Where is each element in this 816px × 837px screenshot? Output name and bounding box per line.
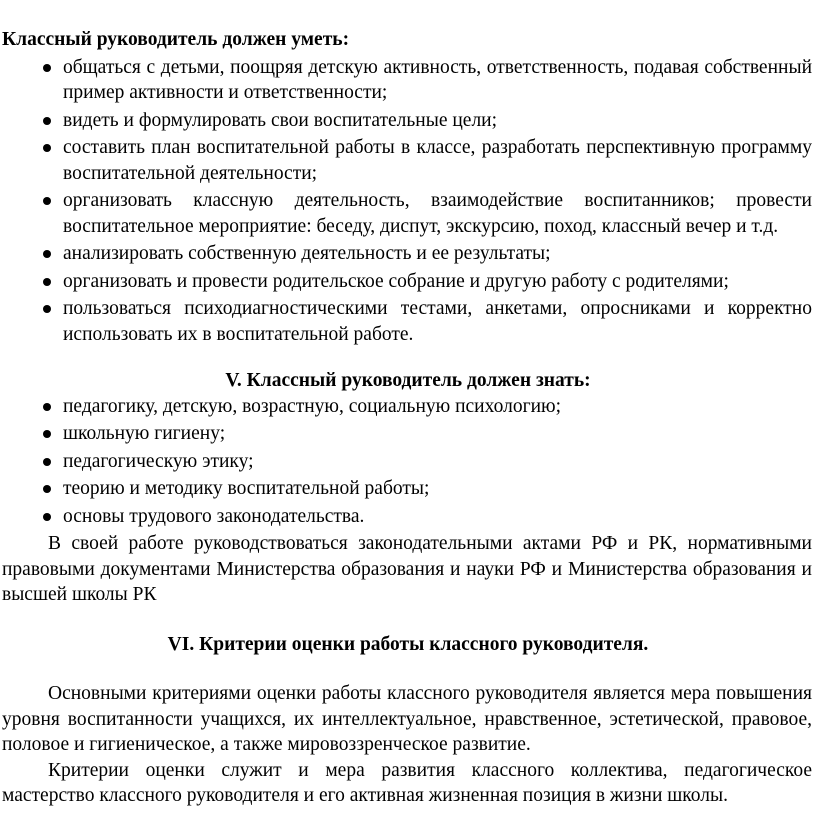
section-heading-skills: Классный руководитель должен уметь:	[2, 29, 350, 50]
list-item: школьную гигиену;	[2, 421, 814, 447]
criteria-paragraph-1: Основными критериями оценки работы классного руководителя является мера повышения уровня воспитанности учащихся, их интеллектуальное, нравственное, эстетической, правовое, половое и гигиеническое, а также мировоззренческое развитие.	[2, 683, 812, 755]
list-item: основы трудового законодательства.	[2, 504, 814, 530]
list-item: организовать и провести родительское собрание и другую работу с родителями;	[2, 269, 814, 295]
knowledge-list	[2, 394, 814, 530]
section-heading-criteria: VI. Критерии оценки работы классного руководителя.	[167, 633, 649, 655]
bullet-icon	[43, 485, 51, 493]
list-item: теорию и методику воспитательной работы;	[2, 476, 814, 502]
bullet-icon	[43, 144, 51, 152]
list-item: видеть и формулировать свои воспитательные цели;	[2, 108, 814, 134]
legal-basis-paragraph: В своей работе руководствоваться законодательными актами РФ и РК, нормативными правовыми документами Министерства образования и науки РФ и Министерства образования и высшей школы РК	[2, 533, 812, 605]
bullet-icon	[43, 430, 51, 438]
list-item: педагогику, детскую, возрастную, социальную психологию;	[2, 394, 814, 420]
list-item: организовать классную деятельность, взаимодействие воспитанников; провести воспитательное мероприятие: беседу, диспут, экскурсию, поход, классный вечер и т.д.	[2, 188, 814, 239]
bullet-icon	[43, 513, 51, 521]
criteria-paragraph-2: Критерии оценки служит и мера развития классного коллектива, педагогическое мастерство классного руководителя и его активная жизненная позиция в жизни школы.	[2, 759, 812, 806]
skills-list	[2, 55, 814, 348]
bullet-icon	[43, 458, 51, 466]
bullet-icon	[43, 403, 51, 411]
list-item: пользоваться психодиагностическими тестами, анкетами, опросниками и корректно использовать их в воспитательной работе.	[2, 296, 814, 347]
section-heading-knowledge: V. Классный руководитель должен знать:	[225, 370, 591, 391]
bullet-icon	[43, 197, 51, 205]
list-item: общаться с детьми, поощряя детскую активность, ответственность, подавая собственный пример активности и ответственности;	[2, 55, 814, 106]
bullet-icon	[43, 250, 51, 258]
list-item: педагогическую этику;	[2, 449, 814, 475]
bullet-icon	[43, 117, 51, 125]
list-item: анализировать собственную деятельность и ее результаты;	[2, 241, 814, 267]
bullet-icon	[43, 278, 51, 286]
bullet-icon	[43, 305, 51, 313]
list-item: составить план воспитательной работы в классе, разработать перспективную программу воспитательной деятельности;	[2, 135, 814, 186]
bullet-icon	[43, 64, 51, 72]
